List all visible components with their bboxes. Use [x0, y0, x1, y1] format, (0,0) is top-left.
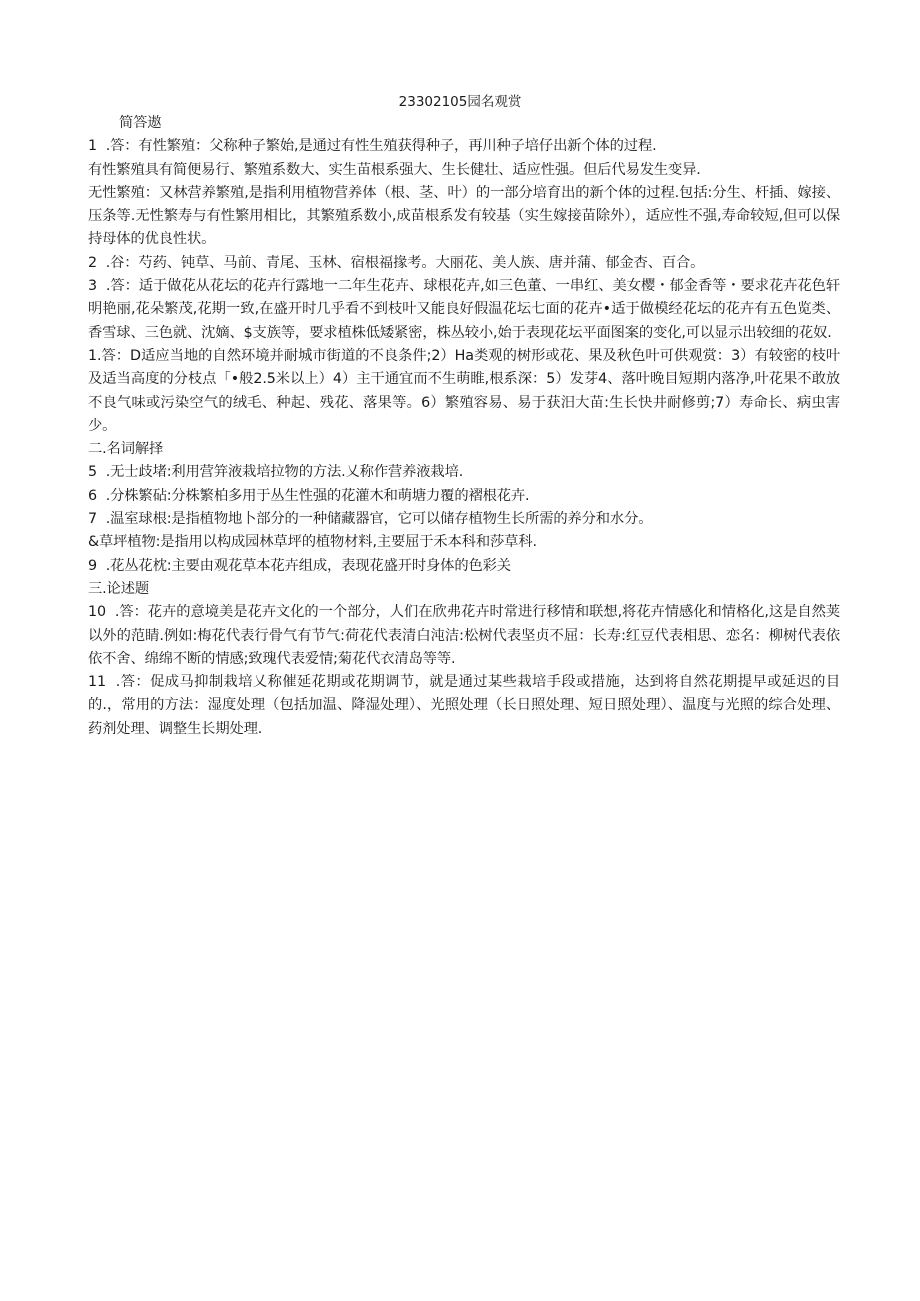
paragraph: 无性繁殖：又林营养繁殖,是指利用植物营养体（根、茎、叶）的一部分培育出的新个体的过程.包括:分生、杆插、嫁接、压条等.无性繁寿与有性繁用相比，其繁殖系数小,成苗根系发有较基（实生嫁接苗除外），适应性不强,寿命较短,但可以保持母体的优良性状。	[88, 184, 840, 248]
section-heading-short-answer: 简答遨	[119, 115, 162, 131]
section-heading-essay: 三.论述题	[88, 580, 149, 597]
paragraph: 11 .答：促成马抑制栽培乂称催延花期或花期调节，就是通过某些栽培手段或措施，达到将自然花期提早或延迟的目的.，常用的方法：湿度处理（包括加温、降湿处理）、光照处理（长日照处理、短日照处理）、温度与光照的综合处理、药剂处理、调整生长期处理.	[88, 674, 840, 737]
document-title: 23302105园名观赏	[398, 94, 522, 110]
document-body	[88, 112, 840, 741]
paragraph: 1.答：D适应当地的自然环境并耐城市街道的不良条件;2）Ha类观的树形或花、果及秋色叶可供观赏：3）有较密的枝叶及适当高度的分枝点「•般2.5米以上）4）主干通宜而不生萌睢,根系深：5）发芽4、落叶晚目短期内落净,叶花果不敢放不良气味或污染空气的绒毛、种起、残花、落果等。6）繁殖容易、易于获汨大苗:生长快井耐修剪;7）寿命长、病虫害少。	[88, 347, 840, 434]
paragraph: 7 .温室球根:是指植物地卜部分的一种储藏器官，它可以储存植物生长所需的养分和水分。	[88, 511, 653, 528]
paragraph: 10 .答：花卉的意境美是花卉文化的一个部分，人们在欣弗花卉时常进行移情和联想,将花卉情感化和情格化,这是自然荚以外的范睛.例如:梅花代表行骨气有节气:荷花代表清白沌洁:松树代表坚贞不屈：长寿:红豆代表相思、恋名：柳树代表依依不舍、绵绵不断的情感;致瑰代表爱情;菊花代衣清岛等等.	[88, 604, 840, 667]
paragraph: 3 .答：适于做花从花坛的花卉行露地一二年生花卉、球根花卉,如三色董、一串红、美女樱・郁金香等・要求花卉花色轩明艳丽,花朵繁茂,花期一致,在盛开时几乎看不到枝叶又能良好假温花坛七面的花卉•适于做模经花坛的花卉有五色览类、香雪球、三色就、沈嫡、$支族等，要求植株低矮紧密，株丛较小,始于表现花坛平面图案的变化,可以显示出较细的花奴.	[88, 278, 840, 341]
paragraph: 2 .谷：芍药、钝草、马前、青尾、玉林、宿根福掾考。大丽花、美人族、唐并蒲、郁金杏、百合。	[88, 254, 705, 271]
paragraph: &草坪植物:是指用以构成园林草坪的植物材料,主要屈于禾本科和莎草科.	[88, 534, 537, 551]
paragraph: 1 .答：有性繁殖：父称种子繁始,是通过有性生殖获得种子，再川种子培仔出新个体的过程.	[88, 138, 657, 155]
paragraph: 9 .花丛花枕:主要由观花草本花卉组成，表现花盛开时身体的色彩关	[88, 557, 511, 574]
paragraph: 5 .无士歧堵:利用营笄液栽培拉物的方法.乂称作营养液栽培.	[88, 464, 464, 481]
section-heading-terms: 二.名词解择	[88, 441, 164, 458]
paragraph: 有性繁殖具有简便易行、繁殖系数大、实生苗根系强大、生长健壮、适应性强。但后代易发生变异.	[88, 161, 701, 178]
paragraph: 6 .分株繁砧:分株繁柏多用于丛生性强的花灌木和萌塘力覆的褶根花卉.	[88, 487, 530, 504]
